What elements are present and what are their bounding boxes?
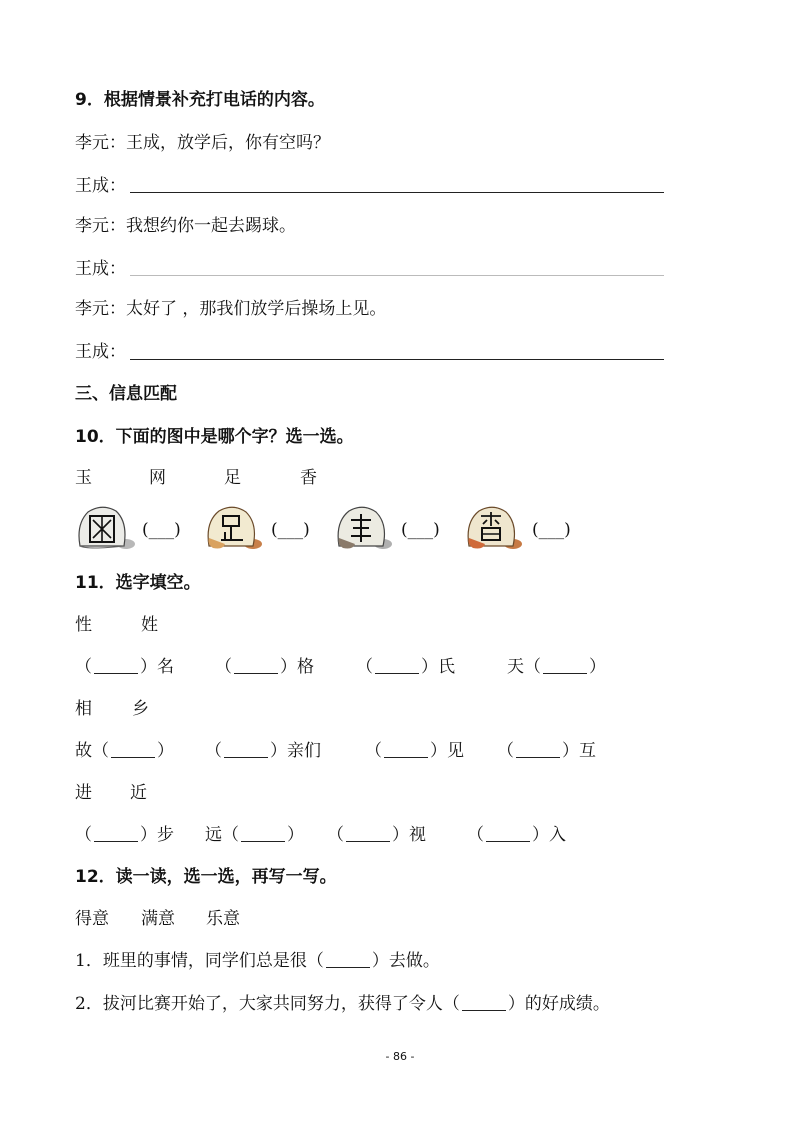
sentence-prefix: 1．班里的事情，同学们总是很（ — [75, 951, 324, 971]
item-prefix: （ — [75, 825, 92, 845]
fill-item — [365, 739, 464, 763]
item-suffix: ） — [589, 657, 606, 677]
q11-title: 11．选字填空。 — [75, 573, 201, 593]
choice-char: 相 — [75, 699, 92, 719]
q9-title: 9．根据情景补充打电话的内容。 — [75, 90, 325, 110]
option-char: 网 — [149, 468, 166, 488]
item-prefix: 故（ — [75, 741, 109, 761]
answer-blank[interactable] — [462, 994, 506, 1011]
item-prefix: （ — [467, 825, 484, 845]
answer-blank[interactable] — [375, 657, 419, 674]
dialog-line-3 — [75, 214, 296, 238]
item-suffix: ）见 — [430, 741, 464, 761]
item-suffix: ）入 — [532, 825, 566, 845]
item-prefix: （ — [365, 741, 382, 761]
stone-image-1 — [74, 504, 136, 552]
dialog-line-2 — [75, 174, 126, 198]
answer-blank[interactable] — [241, 825, 285, 842]
speaker: 王成： — [75, 259, 126, 279]
word-option: 得意 — [75, 909, 109, 929]
item-suffix: ）视 — [392, 825, 426, 845]
item-prefix: 天（ — [507, 657, 541, 677]
q12-title: 12．读一读，选一选，再写一写。 — [75, 867, 337, 887]
sentence-suffix: ）的好成绩。 — [507, 994, 610, 1014]
fill-item — [215, 655, 314, 679]
sentence-1 — [75, 949, 440, 973]
answer-blank[interactable] — [516, 741, 560, 758]
fill-item — [327, 823, 426, 847]
choice-char: 近 — [130, 783, 147, 803]
sentence-suffix: ）去做。 — [371, 951, 440, 971]
item-prefix: （ — [75, 657, 92, 677]
fill-item — [75, 739, 174, 763]
answer-blank[interactable] — [346, 825, 390, 842]
fill-item — [497, 739, 596, 763]
stone-answer-4[interactable]: (___) — [532, 520, 571, 540]
dialog-line-4 — [75, 257, 126, 281]
answer-blank[interactable] — [486, 825, 530, 842]
item-suffix: ）互 — [562, 741, 596, 761]
answer-blank[interactable] — [384, 741, 428, 758]
speaker: 王成： — [75, 342, 126, 362]
dialog-text: 我想约你一起去踢球。 — [126, 216, 296, 236]
item-suffix: ） — [157, 741, 174, 761]
speaker: 王成： — [75, 176, 126, 196]
answer-blank[interactable] — [94, 825, 138, 842]
page-number: - 86 - — [385, 1050, 415, 1063]
q10-title: 10．下面的图中是哪个字？选一选。 — [75, 427, 354, 447]
item-prefix: 远（ — [205, 825, 239, 845]
fill-item — [75, 655, 174, 679]
stone-answer-1[interactable]: (___) — [142, 520, 181, 540]
fill-item — [75, 823, 174, 847]
word-option: 乐意 — [206, 909, 240, 929]
sentence-prefix: 2．拔河比赛开始了，大家共同努力，获得了令人（ — [75, 994, 460, 1014]
stone-image-2 — [203, 504, 265, 552]
dialog-line-1 — [75, 131, 330, 155]
answer-blank[interactable] — [111, 741, 155, 758]
item-prefix: （ — [356, 657, 373, 677]
dialog-line-6 — [75, 340, 126, 364]
choice-char: 进 — [75, 783, 92, 803]
dialog-line-5 — [75, 297, 386, 321]
item-suffix: ）名 — [140, 657, 174, 677]
item-suffix: ）亲们 — [270, 741, 321, 761]
item-prefix: （ — [497, 741, 514, 761]
item-suffix: ）格 — [280, 657, 314, 677]
option-char: 香 — [300, 468, 317, 488]
word-option: 满意 — [141, 909, 175, 929]
answer-blank[interactable] — [543, 657, 587, 674]
dialog-text: 王成，放学后，你有空吗？ — [126, 133, 330, 153]
fill-item — [507, 655, 606, 679]
answer-blank[interactable] — [326, 951, 370, 968]
dialog-text: 太好了 ，那我们放学后操场上见。 — [126, 299, 387, 319]
stone-answer-3[interactable]: (___) — [401, 520, 440, 540]
item-suffix: ）氏 — [421, 657, 455, 677]
option-char: 足 — [224, 468, 241, 488]
speaker: 李元： — [75, 133, 126, 153]
item-prefix: （ — [327, 825, 344, 845]
fill-item — [205, 823, 304, 847]
item-suffix: ）步 — [140, 825, 174, 845]
fill-item — [467, 823, 566, 847]
fill-item — [356, 655, 455, 679]
speaker: 李元： — [75, 216, 126, 236]
choice-char: 乡 — [132, 699, 149, 719]
answer-blank[interactable] — [234, 657, 278, 674]
answer-blank[interactable] — [94, 657, 138, 674]
choice-char: 性 — [75, 615, 92, 635]
stone-image-3 — [333, 504, 395, 552]
stone-image-4 — [463, 504, 525, 552]
fill-item — [205, 739, 321, 763]
choice-char: 姓 — [141, 615, 158, 635]
answer-line-3[interactable] — [130, 359, 664, 360]
stone-answer-2[interactable]: (___) — [271, 520, 310, 540]
speaker: 李元： — [75, 299, 126, 319]
item-suffix: ） — [287, 825, 304, 845]
sentence-2 — [75, 992, 610, 1016]
item-prefix: （ — [205, 741, 222, 761]
item-prefix: （ — [215, 657, 232, 677]
answer-line-1[interactable] — [130, 192, 664, 193]
option-char: 玉 — [75, 468, 92, 488]
answer-line-2[interactable] — [130, 275, 664, 276]
section-title: 三、信息匹配 — [75, 384, 177, 404]
answer-blank[interactable] — [224, 741, 268, 758]
